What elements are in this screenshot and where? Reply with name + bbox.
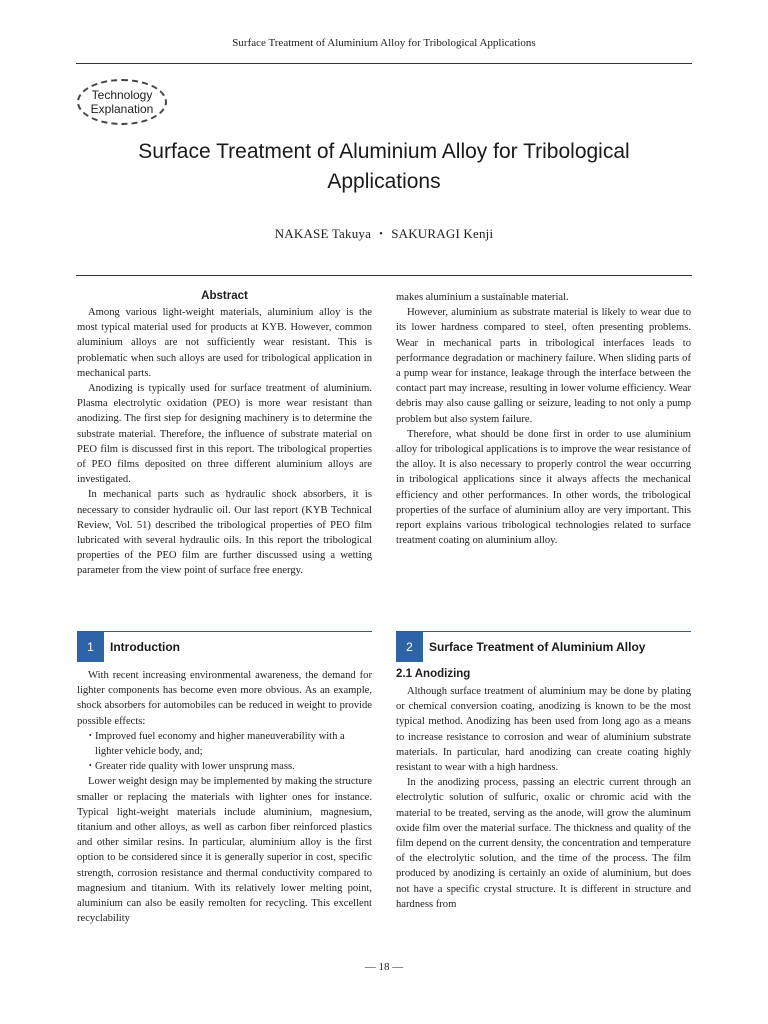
header-rule (76, 63, 692, 64)
running-header: Surface Treatment of Aluminium Alloy for Tribological Applications (232, 37, 536, 49)
article-title: Surface Treatment of Aluminium Alloy for Tribological Applications (138, 140, 630, 193)
abstract-paragraph: However, aluminium as substrate material is likely to wear due to its lower hardness compared to steel, often presenting problems. Wear in mechanical parts in tribological interfaces leads to performance degradation or machinery failure. When sliding parts of a pump wear for instance, leakage through the interface between the contact part may increase, resulting in lower volume efficiency. Wear debris may also cause galling or seizure, leading to not only a pump problem but also system failure. (396, 307, 691, 425)
benefit-list (77, 729, 372, 775)
technology-explanation-badge (77, 79, 167, 125)
badge-line-2: Explanation (90, 102, 154, 116)
section-number: 1 (77, 632, 104, 662)
abstract-continuation: makes aluminium a sustainable material. (396, 292, 569, 303)
bullet-icon: ・ (85, 761, 96, 773)
list-item (77, 759, 372, 774)
intro-paragraph: Lower weight design may be implemented by making the structure smaller or replacing the materials with lighter ones for instance. Typical light-weight materials include aluminium, magnesium, titanium and other alloys, as well as carbon fiber reinforced plastics and other similar resins. In particular, aluminium alloy is the first option to be considered since it is generally superior in cost, specific strength, corrosion resistance and thermal conductivity compared to magnesium and titanium. With its relatively lower melting point, aluminium can also be easily remolten for recycling. This excellent recyclability (77, 776, 372, 925)
anodizing-column (396, 684, 691, 912)
abstract-paragraph: Anodizing is typically used for surface treatment of aluminium. Plasma electrolytic oxidation (PEO) is more wear resistant than anodizing. The first step for designing machinery is to determine the substrate material. Therefore, the influence of substrate material on PEO film is discussed first in this report. The tribological properties of PEO films deposited on three different aluminium alloys are investigated. (77, 383, 372, 486)
abstract-left-column (77, 305, 372, 579)
list-item-text: Improved fuel economy and higher maneuverability with a lighter vehicle body, and; (95, 730, 345, 758)
bullet-icon: ・ (85, 730, 96, 742)
title-rule (76, 275, 692, 276)
intro-paragraph: With recent increasing environmental awareness, the demand for lighter components has become even more obvious. As an example, shock absorbers for automobiles can be reduced in weight to provide possible effects: (77, 670, 372, 727)
section-2-heading (396, 631, 691, 662)
abstract-paragraph: In mechanical parts such as hydraulic shock absorbers, it is necessary to consider hydraulic oil. Our last report (KYB Technical Review, Vol. 51) described the tribological properties of PEO film lubricated with several hydraulic oils. In this report the tribological properties of the PEO film are further discussed using a wetting parameter from the view point of surface free energy. (77, 489, 372, 577)
authors: NAKASE Takuya ・ SAKURAGI Kenji (274, 226, 494, 241)
subsection-title: 2.1 Anodizing (396, 668, 471, 680)
anodizing-paragraph: Although surface treatment of aluminium may be done by plating or chemical conversion coating, anodizing is known to be the most typical method. Anodizing has been used from long ago as a means to increase resistance to corrosion and wear of aluminium substrate materials. In particular, hard anodizing can create coating highly resistant to wear with a high hardness. (396, 686, 691, 774)
abstract-paragraph: Among various light-weight materials, aluminium alloy is the most typical material used for products at KYB. However, common aluminium alloys are not sufficiently wear resistant. This is problematic when such alloys are used for tribological application in mechanical parts. (77, 307, 372, 379)
page-number: — 18 — (364, 961, 404, 973)
anodizing-paragraph: In the anodizing process, passing an electric current through an electrolytic solution of sulfuric, oxalic or chromic acid with the material to be treated, serving as the anode, will grow the aluminum oxide film over the material surface. The thickness and quality of the film depend on the current density, the concentration and temperature of the electrolytic solution, and the time of the process. The film produced by anodizing is certainly an oxide of aluminium, but does not have a specific crystal structure. It is different in structure and hardness from (396, 777, 691, 910)
abstract-right-column (396, 290, 691, 548)
list-item (77, 729, 372, 759)
section-title: Surface Treatment of Aluminium Alloy (429, 640, 646, 654)
badge-line-1: Technology (91, 88, 153, 102)
section-title: Introduction (110, 640, 180, 654)
list-item-text: Greater ride quality with lower unsprung mass. (95, 761, 295, 773)
introduction-column (77, 668, 372, 926)
section-number: 2 (396, 632, 423, 662)
section-1-heading (77, 631, 372, 662)
abstract-heading: Abstract (201, 290, 248, 302)
abstract-paragraph: Therefore, what should be done first in order to use aluminium alloy for tribological applications is to improve the wear resistance of the alloy. It is also necessary to properly control the wear occurring in tribological applications since it always affects the mechanical efficiency and other performances. In other words, the tribological properties of the surface of aluminium alloy are very important. This report explains various tribological technologies related to surface treatment coating on aluminium alloy. (396, 428, 691, 547)
